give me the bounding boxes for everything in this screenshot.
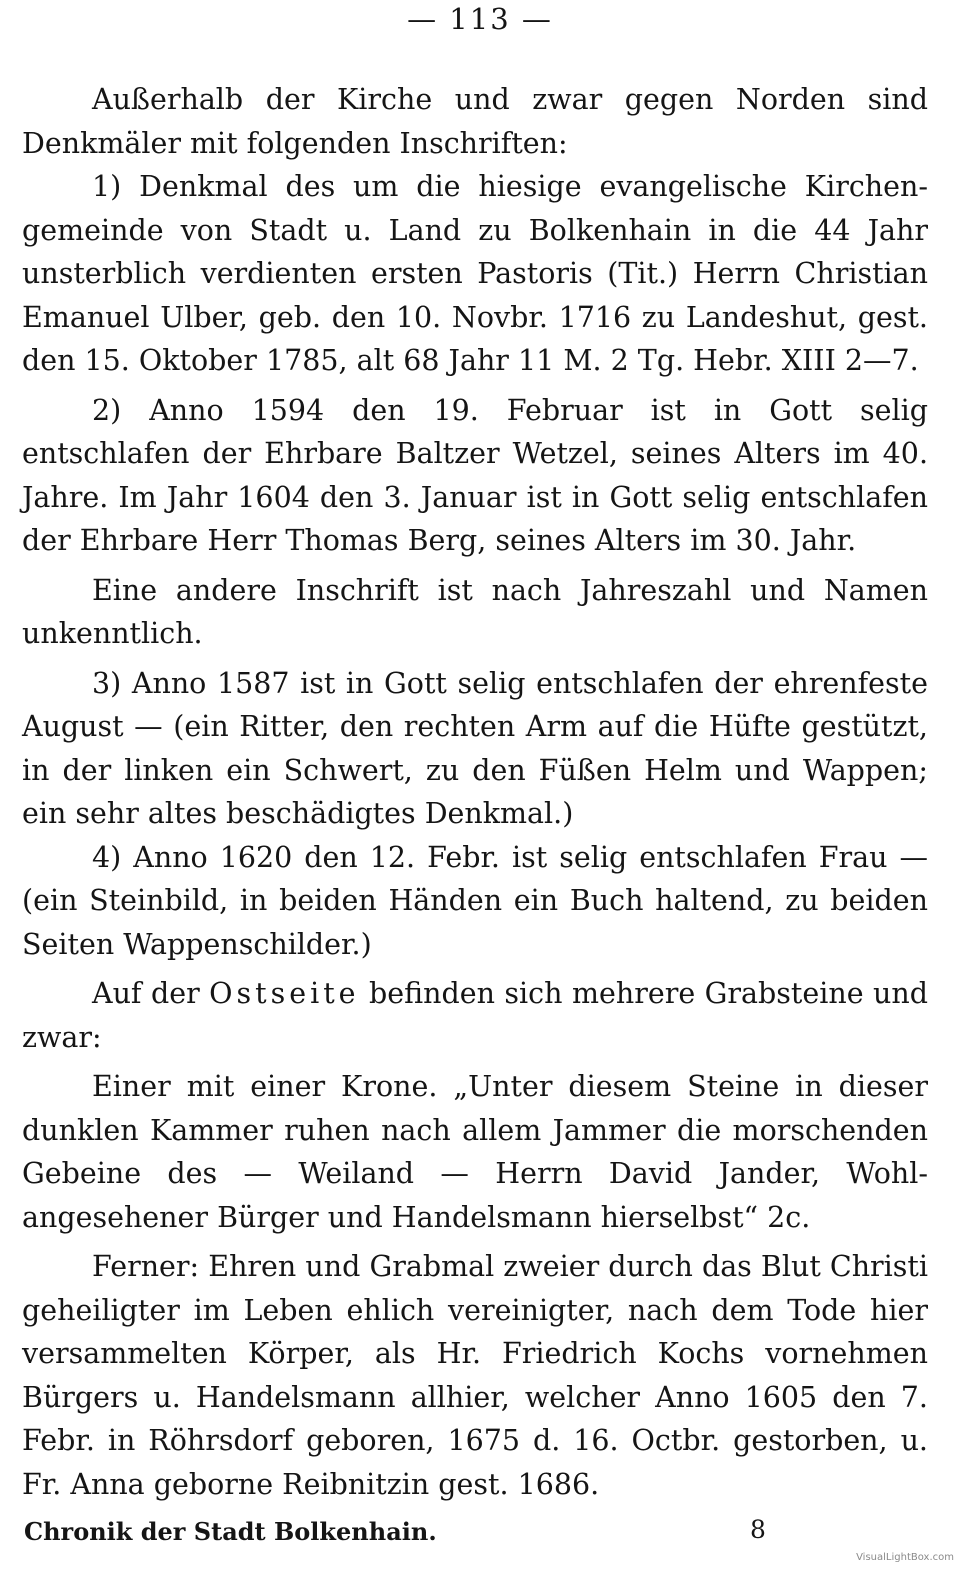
paragraph-unreadable (22, 569, 928, 656)
paragraph-lead: Auf der (92, 977, 210, 1010)
paragraph-text: Einer mit einer Krone. „Unter diesem Steine in dieser dunklen Kammer ruhen nach allem Jammer die morschenden Gebeine des — Weiland — Herrn David Jander, Wohl-angesehener Bürger und Handelsmann hierselbst“ 2c. (22, 1070, 928, 1234)
paragraph-text: Ferner: Ehren und Grabmal zweier durch das Blut Christi geheiligter im Leben ehlich vereinigter, nach dem Tode hier versammelten Körper, als Hr. Friedrich Kochs vornehmen Bürgers u. Handelsmann allhier, welcher Anno 1605 den 7. Febr. in Röhrsdorf geboren, 1675 d. 16. Octbr. gestorben, u. Fr. Anna geborne Reibnitzin gest. 1686. (22, 1250, 928, 1501)
paragraph-inscription-3 (22, 662, 928, 836)
paragraph-text: Außerhalb der Kirche und zwar gegen Norden sind Denkmäler mit folgenden Inschriften: (22, 83, 928, 160)
signature-mark: 8 (750, 1515, 766, 1544)
paragraph-further (22, 1245, 928, 1506)
paragraph-text: befinden sich mehrere Grabsteine und zwar: (22, 977, 928, 1054)
paragraph-text: 2) Anno 1594 den 19. Februar ist in Gott selig entschlafen der Ehrbare Baltzer Wetzel, seines Alters im 40. Jahre. Im Jahr 1604 den 3. Januar ist in Gott selig entschlafen der Ehrbare Herr Thomas Berg, seines Alters im 30. Jahr. (22, 393, 928, 557)
page-body (22, 78, 928, 1506)
paragraph-text: 3) Anno 1587 ist in Gott selig entschlafen der ehrenfeste August — (ein Ritter, den rechten Arm auf die Hüfte gestützt, in der linken ein Schwert, zu den Füßen Helm und Wappen; ein sehr altes beschädigtes Denkmal.) (22, 666, 928, 830)
paragraph-inscription-4 (22, 836, 928, 967)
paragraph-text: 1) Denkmal des um die hiesige evangelische Kirchen-gemeinde von Stadt u. Land zu Bolkenhain in die 44 Jahr unsterblich verdienten ersten Pastoris (Tit.) Herrn Christian Emanuel Ulber, geb. den 10. Novbr. 1716 zu Landeshut, gest. den 15. Oktober 1785, alt 68 Jahr 11 M. 2 Tg. Hebr. XIII 2—7. (22, 170, 928, 377)
paragraph-text: Eine andere Inschrift ist nach Jahreszahl und Namen unkenntlich. (22, 573, 928, 650)
watermark: VisualLightBox.com (856, 1552, 954, 1563)
page-number: — 113 — (407, 2, 553, 36)
running-title: Chronik der Stadt Bolkenhain. (24, 1517, 437, 1546)
paragraph-inscription-2 (22, 389, 928, 563)
paragraph-intro (22, 78, 928, 165)
paragraph-crown-stone (22, 1065, 928, 1239)
spaced-word: Ostseite (209, 977, 360, 1010)
paragraph-inscription-1 (22, 165, 928, 383)
paragraph-east-side (22, 972, 928, 1059)
paragraph-text: 4) Anno 1620 den 12. Febr. ist selig entschlafen Frau — (ein Steinbild, in beiden Händen ein Buch haltend, zu beiden Seiten Wappenschilder.) (22, 840, 928, 961)
